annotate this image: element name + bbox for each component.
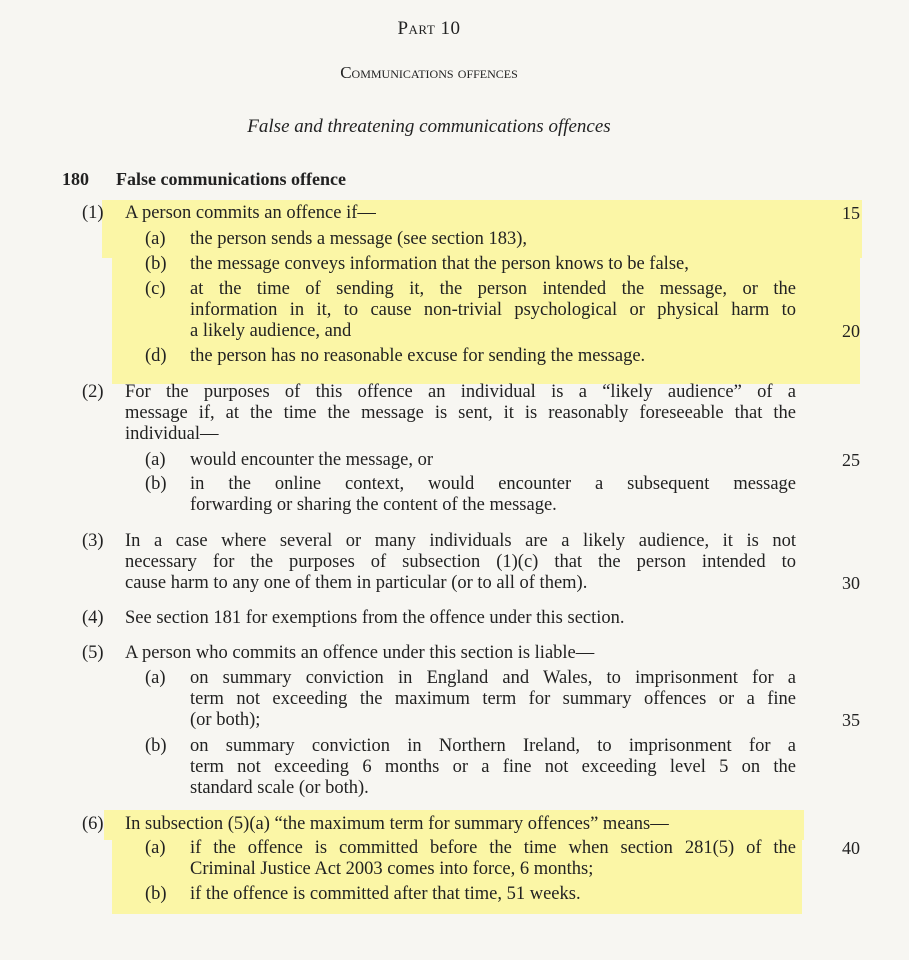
para-5b-line1: on summary conviction in Northern Ireland, to imprisonment for a: [190, 736, 796, 756]
para-6a-line1: if the offence is committed before the time when section 281(5) of the: [190, 838, 796, 858]
group-heading: False and threatening communications offences: [247, 116, 611, 137]
line-number-25: 25: [842, 450, 860, 470]
para-5a-line1: on summary conviction in England and Wales, to imprisonment for a: [190, 668, 796, 688]
para-6b-text: if the offence is committed after that time, 51 weeks.: [190, 884, 581, 904]
line-number-40: 40: [842, 838, 860, 858]
subsection-6-intro: In subsection (5)(a) “the maximum term for summary offences” means—: [125, 814, 669, 834]
section-title: False communications offence: [116, 169, 346, 189]
subsection-1-number: (1): [82, 203, 104, 223]
subsection-1-intro: A person commits an offence if—: [125, 203, 376, 223]
part-title: Part 10: [397, 18, 461, 39]
para-1c-line3: a likely audience, and: [190, 321, 352, 341]
para-2b-label: (b): [145, 474, 167, 494]
para-1a-text: the person sends a message (see section 183),: [190, 229, 528, 249]
para-5a-line3: (or both);: [190, 710, 261, 730]
para-5a-label: (a): [145, 668, 166, 688]
para-1b-label: (b): [145, 254, 167, 274]
line-number-20: 20: [842, 321, 860, 341]
para-1c-label: (c): [145, 279, 166, 299]
subsection-2-line1: For the purposes of this offence an individual is a “likely audience” of a: [125, 382, 796, 402]
subsection-4-number: (4): [82, 608, 104, 628]
section-number: 180: [62, 169, 89, 189]
para-2a-text: would encounter the message, or: [190, 450, 433, 470]
para-2a-label: (a): [145, 450, 166, 470]
para-1c-line2: information in it, to cause non-trivial psychological or physical harm to: [190, 300, 796, 320]
subsection-5-number: (5): [82, 643, 104, 663]
subsection-3-line3: cause harm to any one of them in particular (or to all of them).: [125, 573, 588, 593]
para-5b-line3: standard scale (or both).: [190, 778, 369, 798]
line-number-15: 15: [842, 203, 860, 223]
para-2b-line2: forwarding or sharing the content of the message.: [190, 495, 557, 515]
subsection-3-line1: In a case where several or many individuals are a likely audience, it is not: [125, 531, 796, 551]
para-5b-label: (b): [145, 736, 167, 756]
subsection-6-number: (6): [82, 814, 104, 834]
para-1d-label: (d): [145, 346, 167, 366]
para-1d-text: the person has no reasonable excuse for sending the message.: [190, 346, 646, 366]
subsection-5-intro: A person who commits an offence under this section is liable—: [125, 643, 595, 663]
para-1c-line1: at the time of sending it, the person intended the message, or the: [190, 279, 796, 299]
para-1a-label: (a): [145, 229, 166, 249]
para-1b-text: the message conveys information that the person knows to be false,: [190, 254, 689, 274]
para-5b-line2: term not exceeding 6 months or a fine not exceeding level 5 on the: [190, 757, 796, 777]
line-number-35: 35: [842, 710, 860, 730]
part-subtitle: Communications offences: [340, 63, 518, 82]
para-2b-line1: in the online context, would encounter a subsequent message: [190, 474, 796, 494]
subsection-3-line2: necessary for the purposes of subsection (1)(c) that the person intended to: [125, 552, 796, 572]
para-6b-label: (b): [145, 884, 167, 904]
subsection-3-number: (3): [82, 531, 104, 551]
line-number-30: 30: [842, 573, 860, 593]
subsection-2-line3: individual—: [125, 424, 219, 444]
subsection-2-number: (2): [82, 382, 104, 402]
para-5a-line2: term not exceeding the maximum term for summary offences or a fine: [190, 689, 796, 709]
para-6a-line2: Criminal Justice Act 2003 comes into force, 6 months;: [190, 859, 594, 879]
subsection-2-line2: message if, at the time the message is sent, it is reasonably foreseeable that the: [125, 403, 796, 423]
para-6a-label: (a): [145, 838, 166, 858]
subsection-4-text: See section 181 for exemptions from the offence under this section.: [125, 608, 625, 628]
